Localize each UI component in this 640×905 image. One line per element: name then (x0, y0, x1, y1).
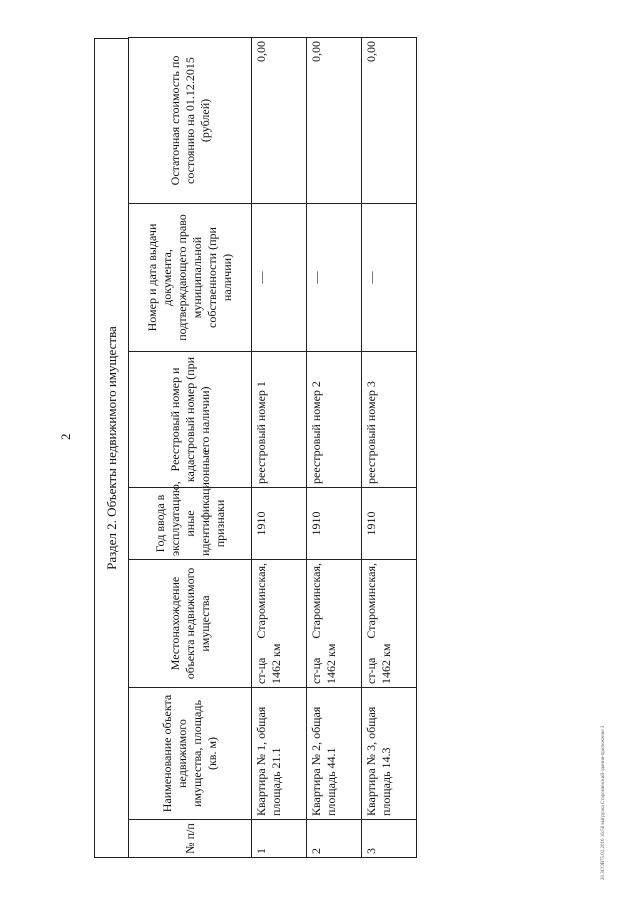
cell-name: Квартира № 2, общая площадь 44.1 (307, 688, 362, 820)
cell-name: Квартира № 3, общая площадь 14.3 (362, 688, 417, 820)
header-name: Наименование объекта недвижимого имущества, площадь (кв. м) (129, 688, 252, 820)
location-km: 1462 км (269, 643, 283, 684)
cell-registry: реестровый номер 2 (307, 352, 362, 488)
cell-registry: реестровый номер 3 (362, 352, 417, 488)
header-registry: Реестровый номер и кадастровый номер (при его наличии) (129, 352, 252, 488)
location-settlement: ст-ца (309, 657, 323, 684)
location-km: 1462 км (324, 643, 338, 684)
header-value: Остаточная стоимость по состоянию на 01.12.2015 (рублей) (129, 38, 252, 204)
property-sheet (94, 38, 415, 858)
table-row (307, 38, 362, 858)
section-title: Раздел 2. Объекты недвижимого имущества (94, 38, 128, 858)
table-row (362, 38, 417, 858)
side-note: 20.ЗСОВ75.02.2016 16:56 выгрузка Староминский-здания-приложение 3 (601, 725, 606, 880)
table-row (252, 38, 307, 858)
location-station: Староминская, (254, 563, 268, 639)
cell-num: 1 (252, 820, 307, 858)
cell-year: 1910 (252, 488, 307, 560)
header-num: № п/п (129, 820, 252, 858)
location-settlement: ст-ца (254, 657, 268, 684)
cell-location (307, 560, 362, 688)
page-number: 2 (58, 433, 73, 440)
cell-value: 0,00 (307, 38, 362, 204)
table-header-row (129, 38, 252, 858)
property-table (128, 37, 417, 858)
cell-registry: реестровый номер 1 (252, 352, 307, 488)
cell-num: 3 (362, 820, 417, 858)
cell-year: 1910 (307, 488, 362, 560)
cell-value: 0,00 (252, 38, 307, 204)
cell-num: 2 (307, 820, 362, 858)
location-station: Староминская, (364, 563, 378, 639)
cell-year: 1910 (362, 488, 417, 560)
cell-location (362, 560, 417, 688)
location-settlement: ст-ца (364, 657, 378, 684)
header-location: Местонахождение объекта недвижимого имущества (129, 560, 252, 688)
location-km: 1462 км (379, 643, 393, 684)
cell-document: — (307, 204, 362, 352)
cell-name: Квартира № 1, общая площадь 21.1 (252, 688, 307, 820)
cell-value: 0,00 (362, 38, 417, 204)
header-year: Год ввода в эксплуатацию, иные идентификационные признаки (129, 488, 252, 560)
cell-document: — (252, 204, 307, 352)
cell-document: — (362, 204, 417, 352)
cell-location (252, 560, 307, 688)
header-document: Номер и дата выдачи документа, подтверждающего право муниципальной собственности (при наличии) (129, 204, 252, 352)
location-station: Староминская, (309, 563, 323, 639)
